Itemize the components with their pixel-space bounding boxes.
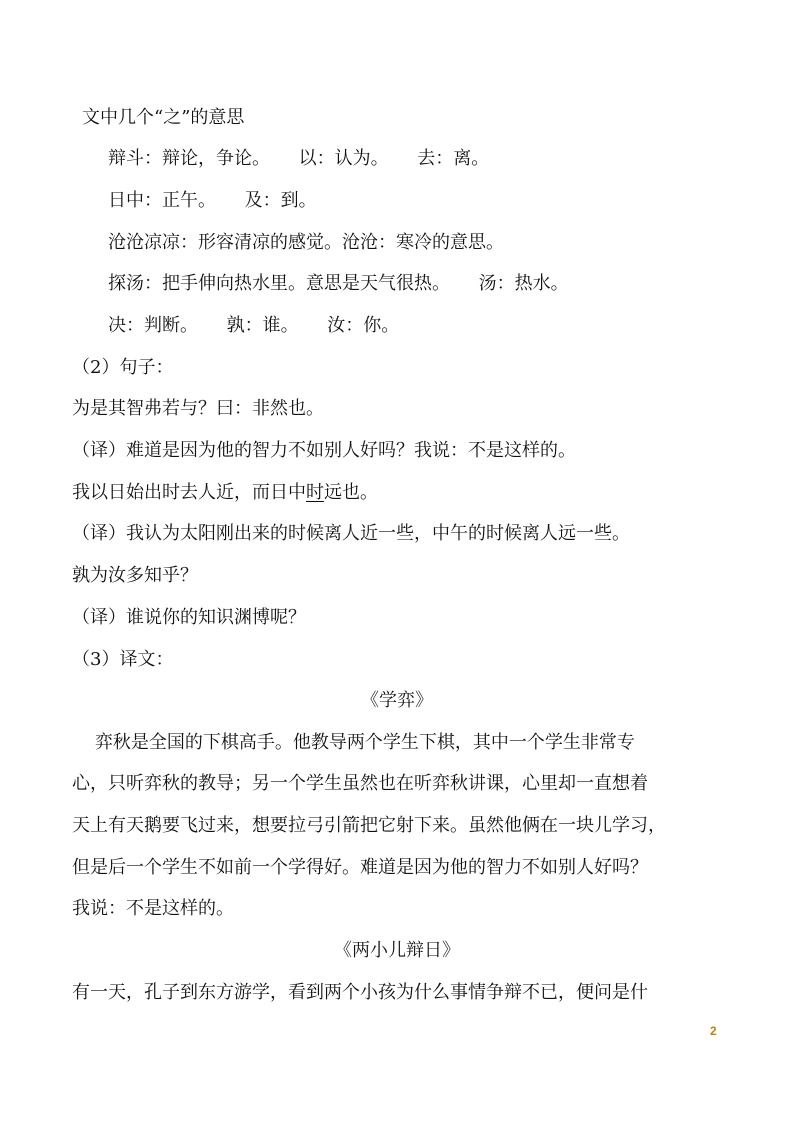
sentence-text: 我以日始出时去人近，而日中 <box>72 482 306 503</box>
section-title: 《两小儿辩日》 <box>334 940 460 961</box>
sentence-original: 为是其智弗若与？曰：非然也。 <box>72 398 324 419</box>
underlined-word: 时 <box>306 482 324 503</box>
sentence-original: 孰为汝多知乎？ <box>72 565 198 586</box>
vocab-line: 探汤：把手伸向热水里。意思是天气很热。 汤：热水。 <box>108 273 569 294</box>
page-number: 2 <box>710 1024 717 1038</box>
paragraph-line: 弈秋是全国的下棋高手。他教导两个学生下棋，其中一个学生非常专 <box>72 732 635 753</box>
sentence-translation: （译）难道是因为他的智力不如别人好吗？我说：不是这样的。 <box>72 440 576 461</box>
paragraph-line: 有一天，孔子到东方游学，看到两个小孩为什么事情争辩不已，便问是什 <box>72 982 648 1003</box>
paragraph-line: 但是后一个学生不如前一个学得好。难道是因为他的智力不如别人好吗？ <box>72 857 648 878</box>
sentence-original <box>72 480 378 506</box>
vocab-line: 决：判断。 孰：谁。 汝：你。 <box>108 315 400 336</box>
sentence-translation: （译）我认为太阳刚出来的时候离人近一些，中午的时候离人远一些。 <box>72 523 630 544</box>
vocab-heading: 文中几个“之”的意思 <box>82 107 245 128</box>
section-title: 《学弈》 <box>361 690 433 711</box>
sentence-text: 远也。 <box>324 482 378 503</box>
vocab-line: 沧沧凉凉：形容清凉的感觉。沧沧：寒冷的意思。 <box>108 232 504 253</box>
vocab-line: 日中：正午。 及：到。 <box>108 190 317 211</box>
sentences-heading: （2）句子： <box>72 357 174 378</box>
paragraph-line: 心，只听弈秋的教导；另一个学生虽然也在听弈秋讲课，心里却一直想着 <box>72 773 648 794</box>
paragraph-line: 我说：不是这样的。 <box>72 898 234 919</box>
paragraph-line: 天上有天鹅要飞过来，想要拉弓引箭把它射下来。虽然他俩在一块儿学习， <box>72 815 666 836</box>
vocab-line: 辩斗：辩论，争论。 以：认为。 去：离。 <box>108 148 490 169</box>
sentence-translation: （译）谁说你的知识渊博呢？ <box>72 607 306 628</box>
translation-heading: （3）译文： <box>72 649 174 670</box>
